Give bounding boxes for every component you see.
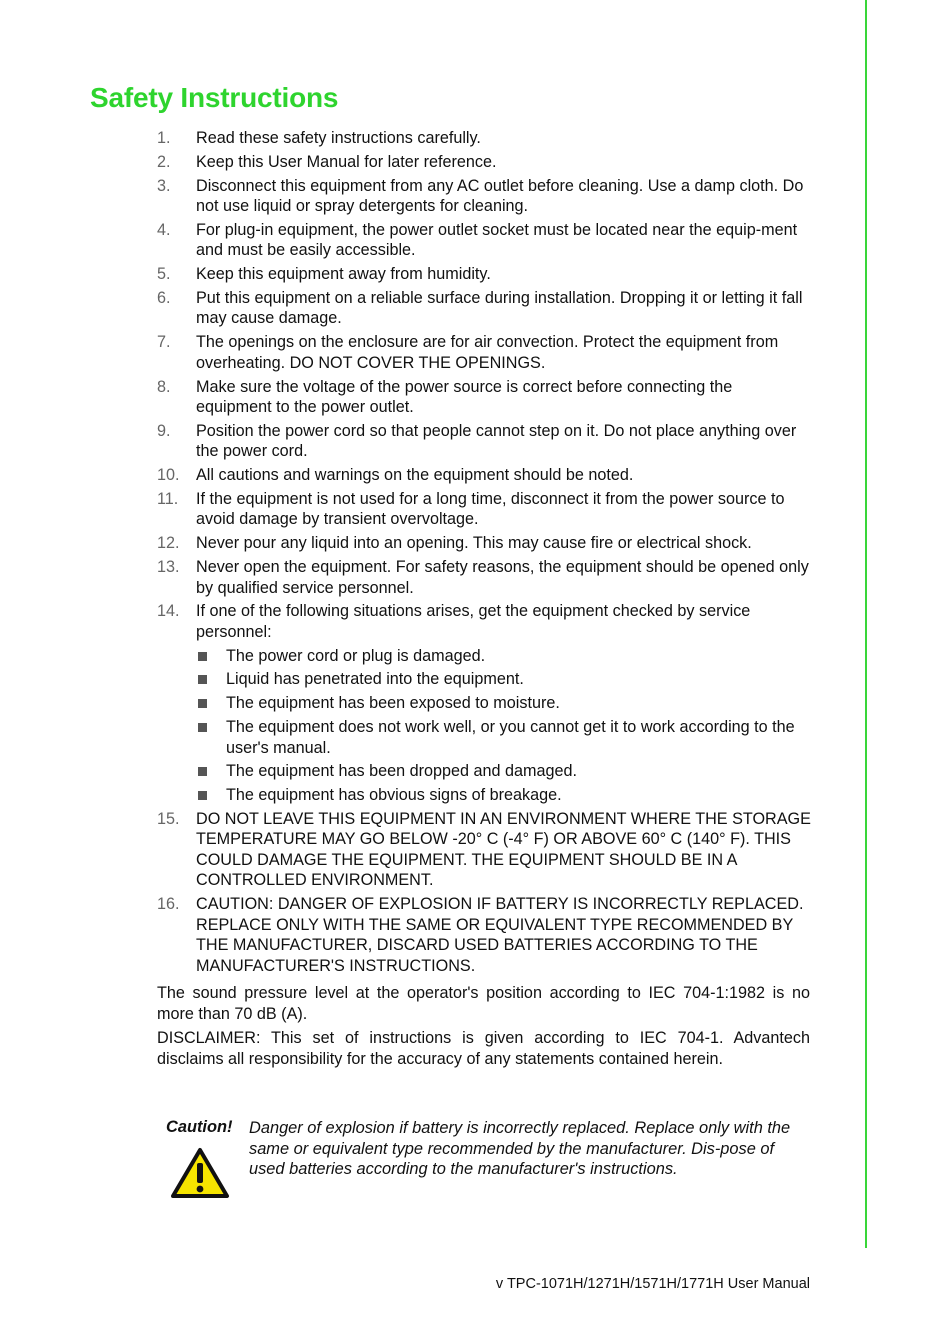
square-bullet-icon — [198, 675, 207, 684]
item-number: 1. — [157, 129, 171, 147]
item-text: All cautions and warnings on the equipment should be noted. — [196, 466, 634, 485]
page-footer: v TPC-1071H/1271H/1571H/1771H User Manual — [495, 1276, 810, 1292]
sound-pressure-note: The sound pressure level at the operator's position according to IEC 704-1:1982 is no more than 70 dB (A). — [157, 984, 810, 1023]
situation-text: The power cord or plug is damaged. — [226, 646, 486, 665]
list-item — [157, 128, 812, 149]
situation-item — [196, 646, 812, 667]
item-text: Keep this User Manual for later reference. — [196, 152, 497, 171]
item-number: 12. — [157, 534, 180, 553]
square-bullet-icon — [198, 652, 207, 661]
item-text: If the equipment is not used for a long time, disconnect it from the power source to avoid damage by transient overvoltage. — [196, 489, 785, 529]
list-item — [157, 288, 812, 329]
item-text: The openings on the enclosure are for air convection. Protect the equipment from overheating. DO NOT COVER THE OPENINGS. — [196, 333, 779, 372]
list-item — [157, 421, 812, 462]
safety-instructions-list — [157, 128, 812, 980]
list-item — [157, 152, 812, 173]
item-text: Put this equipment on a reliable surface during installation. Dropping it or letting it fall may cause damage. — [196, 288, 803, 328]
item-number: 4. — [157, 220, 171, 239]
item-number: 16. — [157, 895, 180, 914]
item-text: Keep this equipment away from humidity. — [196, 265, 491, 284]
list-item — [157, 176, 812, 217]
situations-list — [196, 646, 812, 806]
situation-item — [196, 761, 812, 782]
item-text: Make sure the voltage of the power source is correct before connecting the equipment to the power outlet. — [196, 377, 733, 417]
situation-text: The equipment has obvious signs of breakage. — [226, 786, 562, 805]
situation-item — [196, 693, 812, 714]
item-number: 11. — [157, 489, 179, 508]
list-item — [157, 489, 812, 530]
situation-text: The equipment has been dropped and damaged. — [226, 762, 577, 781]
item-text: Read these safety instructions carefully. — [196, 129, 481, 147]
item-text: Never open the equipment. For safety reasons, the equipment should be opened only by qualified service personnel. — [196, 558, 809, 597]
item-number: 2. — [157, 152, 171, 171]
list-item — [157, 220, 812, 261]
situation-item — [196, 785, 812, 806]
page-edge-rule — [865, 0, 867, 1248]
item-text: For plug-in equipment, the power outlet socket must be located near the equip-ment and must be easily accessible. — [196, 220, 798, 260]
square-bullet-icon — [198, 767, 207, 776]
square-bullet-icon — [198, 791, 207, 800]
item-text: If one of the following situations arises, get the equipment checked by service personnel: — [196, 602, 751, 641]
list-item — [157, 465, 812, 486]
situation-item — [196, 717, 812, 758]
item-number: 8. — [157, 377, 171, 396]
square-bullet-icon — [198, 699, 207, 708]
item-number: 6. — [157, 288, 171, 307]
list-item — [157, 557, 812, 598]
list-item — [157, 809, 812, 891]
list-item — [157, 264, 812, 285]
item-text: CAUTION: DANGER OF EXPLOSION IF BATTERY IS INCORRECTLY REPLACED. REPLACE ONLY WITH THE SAME OR EQUIVALENT TYPE RECOMMENDED BY THE MANUFACTURER, DISCARD USED BATTERIES ACCORDING TO THE MANUFACTURER'S INSTRUCTIONS. — [196, 895, 804, 975]
list-item — [157, 533, 812, 554]
situation-text: The equipment has been exposed to moisture. — [226, 694, 560, 713]
list-item — [157, 601, 812, 805]
page-title: Safety Instructions — [90, 82, 339, 113]
item-number: 10. — [157, 466, 180, 485]
item-number: 5. — [157, 265, 171, 284]
item-number: 15. — [157, 809, 180, 828]
item-number: 3. — [157, 176, 171, 195]
disclaimer-note: DISCLAIMER: This set of instructions is given according to IEC 704-1. Advantech disclaims all responsibility for the accuracy of any statements contained herein. — [157, 1029, 810, 1068]
item-number: 7. — [157, 333, 171, 352]
item-text: Never pour any liquid into an opening. This may cause fire or electrical shock. — [196, 534, 752, 553]
situation-text: Liquid has penetrated into the equipment. — [226, 670, 524, 689]
situation-item — [196, 669, 812, 690]
warning-triangle-icon — [170, 1147, 230, 1199]
square-bullet-icon — [198, 723, 207, 732]
list-item — [157, 377, 812, 418]
list-item — [157, 332, 812, 373]
item-number: 14. — [157, 602, 180, 621]
item-text: Position the power cord so that people cannot step on it. Do not place anything over the power cord. — [196, 421, 797, 461]
caution-label: Caution! — [166, 1118, 233, 1136]
item-number: 9. — [157, 421, 171, 440]
list-item — [157, 894, 812, 976]
item-text: DO NOT LEAVE THIS EQUIPMENT IN AN ENVIRONMENT WHERE THE STORAGE TEMPERATURE MAY GO BELOW -20° C (-4° F) OR ABOVE 60° C (140° F). THIS COULD DAMAGE THE EQUIPMENT. THE EQUIPMENT SHOULD BE IN A CONTROLLED ENVIRONMENT. — [196, 809, 811, 890]
situation-text: The equipment does not work well, or you cannot get it to work according to the user's manual. — [226, 718, 795, 757]
item-number: 13. — [157, 558, 180, 577]
caution-text: Danger of explosion if battery is incorrectly replaced. Replace only with the same or equivalent type recommended by the manufacturer. Dis-pose of used batteries according to the manufacturer's instructions. — [249, 1119, 791, 1179]
item-text: Disconnect this equipment from any AC outlet before cleaning. Use a damp cloth. Do not use liquid or spray detergents for cleaning. — [196, 176, 804, 216]
